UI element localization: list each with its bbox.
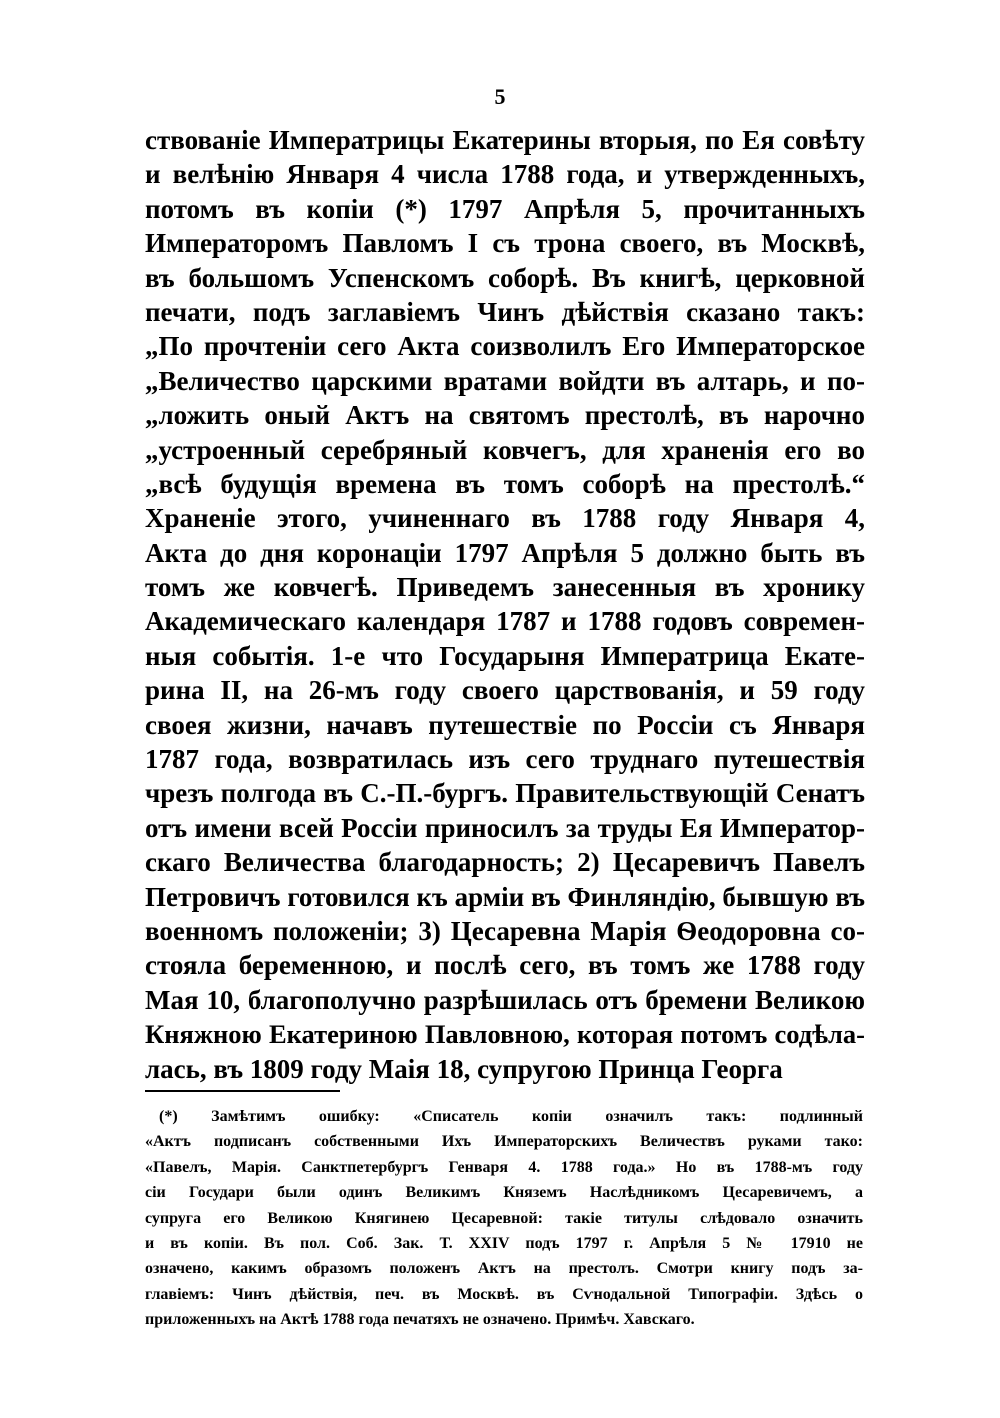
footnote-line: сіи Государи были одинъ Великимъ Княземъ Наслѣдникомъ Цесаревичемъ, а: [145, 1184, 863, 1202]
text-line: ствованіе Императрицы Екатерины вторыя, по Ея совѣту: [145, 125, 865, 155]
text-line: Акта до дня коронаціи 1797 Апрѣля 5 должно быть въ: [145, 537, 865, 568]
text-line: „всѣ будущія времена въ томъ соборѣ на престолѣ.“: [145, 468, 865, 499]
text-line: потомъ въ копіи (*) 1797 Апрѣля 5, прочитанныхъ: [145, 193, 865, 224]
text-line: Княжною Екатериною Павловною, которая потомъ содѣла-: [145, 1019, 865, 1050]
footnote-line: «Актъ подписанъ собственными Ихъ Императорскихъ Величествъ руками тако:: [145, 1133, 863, 1151]
text-line: скаго Величества благодарность; 2) Цесаревичъ Павелъ: [145, 847, 865, 878]
text-line: ныя событія. 1-е что Государыня Императрица Екате-: [145, 640, 865, 671]
text-line: лась, въ 1809 году Маія 18, супругою Принца Георга: [145, 1053, 783, 1084]
text-line: печати, подъ заглавіемъ Чинъ дѣйствія сказано такъ:: [145, 296, 865, 327]
footnote-line: приложенныхъ на Актѣ 1788 года печатяхъ не означено. Примѣч. Хавскаго.: [145, 1311, 695, 1329]
text-line: чрезъ полгода въ С.-П.-бургъ. Правительствующій Сенатъ: [145, 778, 865, 809]
text-line: военномъ положеніи; 3) Цесаревна Марія Ѳеодоровна со-: [145, 915, 865, 946]
text-line: рина II, на 26-мъ году своего царствованія, и 59 году: [145, 675, 865, 706]
text-line: Императоромъ Павломъ I съ трона своего, въ Москвѣ,: [145, 228, 865, 259]
footnote-line: «Павелъ, Марія. Санктпетербургъ Генваря 4. 1788 года.» Но въ 1788-мъ году: [145, 1158, 863, 1176]
text-line: Петровичъ готовился къ арміи въ Финляндію, бывшую въ: [145, 881, 865, 912]
text-line: своея жизни, начавъ путешествіе по Россіи съ Января: [145, 709, 865, 740]
text-line: Мая 10, благополучно разрѣшилась отъ бремени Великою: [145, 984, 865, 1015]
footnote-line: означено, какимъ образомъ положенъ Актъ на престолъ. Смотри книгу подъ за-: [145, 1260, 863, 1278]
page-number: 5: [494, 84, 506, 109]
text-line: Академическаго календаря 1787 и 1788 годовъ современ-: [145, 606, 865, 637]
text-line: стояла беременною, и послѣ сего, въ томъ же 1788 году: [145, 950, 865, 981]
footnote-line: главіемъ: Чинъ дѣйствія, печ. въ Москвѣ. въ Сѵнодальной Типографіи. Здѣсь о: [145, 1285, 863, 1303]
text-line: „ложить оный Актъ на святомъ престолѣ, въ нарочно: [145, 400, 865, 431]
text-line: „устроенный серебряный ковчегъ, для храненія его во: [145, 434, 865, 465]
footnote-divider: [145, 1090, 340, 1092]
text-line: Храненіе этого, учиненнаго въ 1788 году Января 4,: [145, 503, 865, 534]
text-line: отъ имени всей Россіи приносилъ за труды Ея Император-: [145, 812, 865, 843]
footnote-line: (*) Замѣтимъ ошибку: «Списатель копіи означилъ такъ: подлинный: [159, 1108, 863, 1125]
body-text: [145, 123, 865, 1086]
text-line: 1787 года, возвратилась изъ сего труднаго путешествія: [145, 744, 865, 775]
text-line: и велѣнію Января 4 числа 1788 года, и утвержденныхъ,: [145, 159, 865, 190]
text-line: „По прочтеніи сего Акта соизволилъ Его Императорское: [145, 331, 865, 362]
footnote-line: и въ копіи. Въ пол. Соб. Зак. Т. XXIV подъ 1797 г. Апрѣля 5 № 17910 не: [145, 1234, 863, 1252]
footnote-line: супруга его Великою Княгинею Цесаревной: такіе титулы слѣдовало означить: [145, 1209, 863, 1227]
text-line: „Величество царскими вратами войдти въ алтарь, и по-: [145, 365, 865, 396]
text-line: томъ же ковчегѣ. Приведемъ занесенныя въ хронику: [145, 572, 865, 603]
footnote: [145, 1104, 863, 1333]
text-line: въ большомъ Успенскомъ соборѣ. Въ книгѣ, церковной: [145, 262, 865, 293]
